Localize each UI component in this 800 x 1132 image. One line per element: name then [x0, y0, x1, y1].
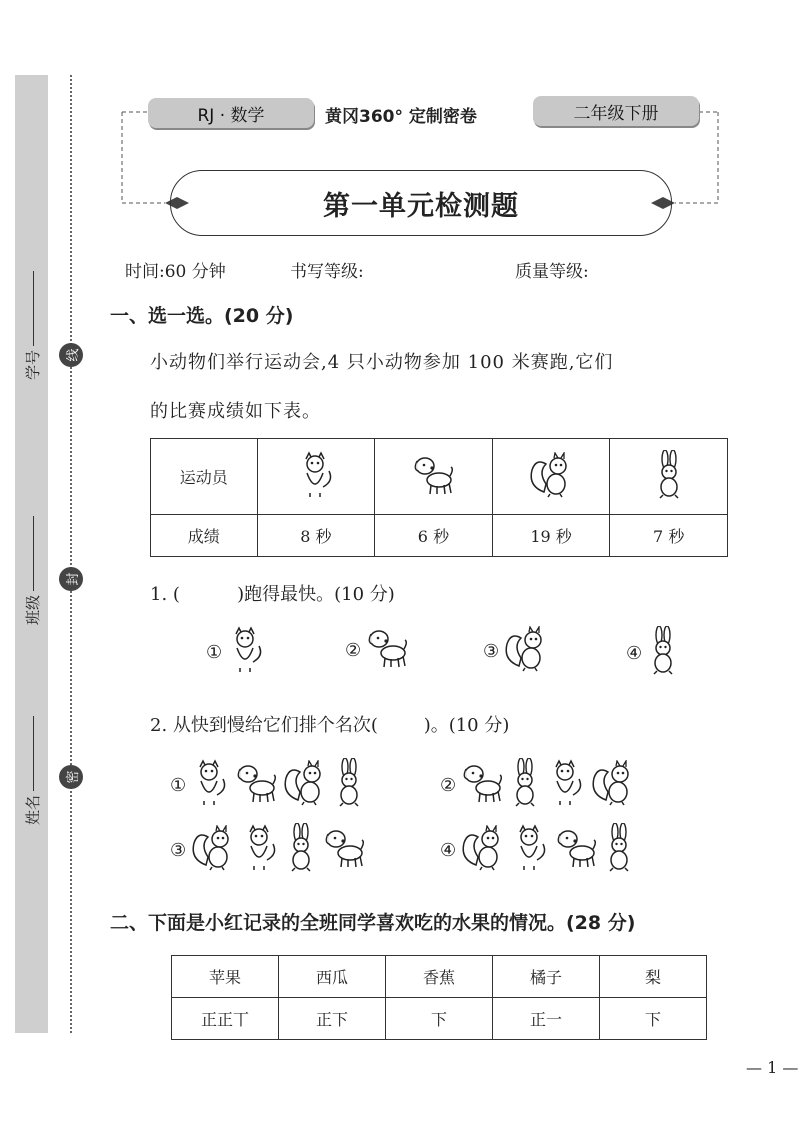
- q1-option-4[interactable]: [626, 626, 680, 681]
- page-title: 第一单元检测题: [170, 170, 672, 236]
- cat-icon: [546, 759, 586, 812]
- rabbit-icon: [652, 485, 686, 504]
- q2-option-4[interactable]: [440, 823, 636, 878]
- rabbit-icon: [602, 823, 636, 878]
- student-id-blank[interactable]: [33, 271, 34, 346]
- option-marker: ④: [626, 643, 643, 664]
- option-marker: ③: [170, 840, 187, 861]
- rabbit-icon: [284, 823, 318, 878]
- class-label: 班级: [24, 594, 43, 626]
- tally-cell: 下: [386, 998, 493, 1040]
- dog-icon: [460, 761, 504, 810]
- q1-option-1[interactable]: [206, 626, 266, 679]
- dog-icon: [365, 626, 409, 675]
- fruit-table: [171, 955, 707, 1040]
- tight-mark: 密: [59, 765, 83, 789]
- rabbit-icon: [646, 626, 680, 681]
- score-cell: 19 秒: [492, 515, 610, 557]
- section1-intro-line2: 的比赛成绩如下表。: [150, 401, 321, 422]
- cat-icon: [190, 759, 230, 812]
- squirrel-icon: [190, 825, 236, 876]
- score-cell: 6 秒: [375, 515, 493, 557]
- rabbit-icon: [332, 758, 366, 813]
- squirrel-icon: [460, 825, 506, 876]
- squirrel-icon: [590, 760, 636, 811]
- q1-option-3[interactable]: [483, 626, 549, 677]
- option-marker: ①: [170, 775, 187, 796]
- class-blank[interactable]: [33, 516, 34, 591]
- squirrel-icon: [282, 760, 328, 811]
- section2-heading: 二、下面是小红记录的全班同学喜欢吃的水果的情况。(28 分): [110, 912, 636, 934]
- question1-text: 1. ( )跑得最快。(10 分): [150, 584, 395, 605]
- page-number: — 1 —: [746, 1058, 799, 1077]
- time-limit: 时间:60 分钟: [125, 262, 226, 282]
- fruit-header: 香蕉: [386, 956, 493, 998]
- section1-heading: 一、选一选。(20 分): [110, 305, 294, 327]
- student-id-field: [22, 271, 43, 380]
- cat-icon: [240, 824, 280, 877]
- class-field: [22, 516, 43, 625]
- squirrel-icon: [528, 483, 574, 502]
- dog-icon: [322, 826, 366, 875]
- squirrel-icon: [503, 626, 549, 677]
- subject-pill: RJ · 数学: [148, 98, 314, 128]
- name-blank[interactable]: [33, 716, 34, 791]
- rabbit-icon: [508, 758, 542, 813]
- name-label: 姓名: [24, 794, 43, 826]
- dog-icon: [554, 826, 598, 875]
- tally-cell: 正正丅: [172, 998, 279, 1040]
- cat-icon: [510, 824, 550, 877]
- q1-option-2[interactable]: [345, 626, 409, 675]
- tally-cell: 正一: [493, 998, 600, 1040]
- writing-grade: 书写等级:: [290, 262, 364, 282]
- score-cell: 8 秒: [257, 515, 375, 557]
- line-mark: 线: [59, 343, 83, 367]
- cat-icon: [296, 484, 336, 503]
- q2-option-2[interactable]: [440, 758, 636, 813]
- name-field: [22, 716, 43, 825]
- question2-text: 2. 从快到慢给它们排个名次( )。(10 分): [150, 715, 510, 736]
- option-marker: ③: [483, 641, 500, 662]
- q2-option-3[interactable]: [170, 823, 366, 878]
- dog-icon: [411, 482, 455, 501]
- section1-intro-line1: 小动物们举行运动会,4 只小动物参加 100 米赛跑,它们: [150, 352, 614, 373]
- fruit-header: 橘子: [493, 956, 600, 998]
- quality-grade: 质量等级:: [515, 262, 589, 282]
- dog-icon: [234, 761, 278, 810]
- fruit-header: 西瓜: [279, 956, 386, 998]
- results-table: [150, 438, 728, 557]
- q2-option-1[interactable]: [170, 758, 366, 813]
- tally-cell: 正下: [279, 998, 386, 1040]
- cat-icon: [226, 626, 266, 679]
- fruit-header: 苹果: [172, 956, 279, 998]
- fruit-header: 梨: [600, 956, 707, 998]
- seal-mark: 封: [59, 567, 83, 591]
- score-header: 成绩: [151, 515, 258, 557]
- athlete-header: 运动员: [151, 439, 258, 515]
- option-marker: ④: [440, 840, 457, 861]
- option-marker: ②: [345, 640, 362, 661]
- student-id-label: 学号: [24, 349, 43, 381]
- brand-text: 黄冈360° 定制密卷: [325, 107, 477, 127]
- cut-line: [70, 75, 72, 1033]
- tally-cell: 下: [600, 998, 707, 1040]
- option-marker: ②: [440, 775, 457, 796]
- score-cell: 7 秒: [610, 515, 728, 557]
- option-marker: ①: [206, 642, 223, 663]
- grade-pill: 二年级下册: [533, 96, 699, 126]
